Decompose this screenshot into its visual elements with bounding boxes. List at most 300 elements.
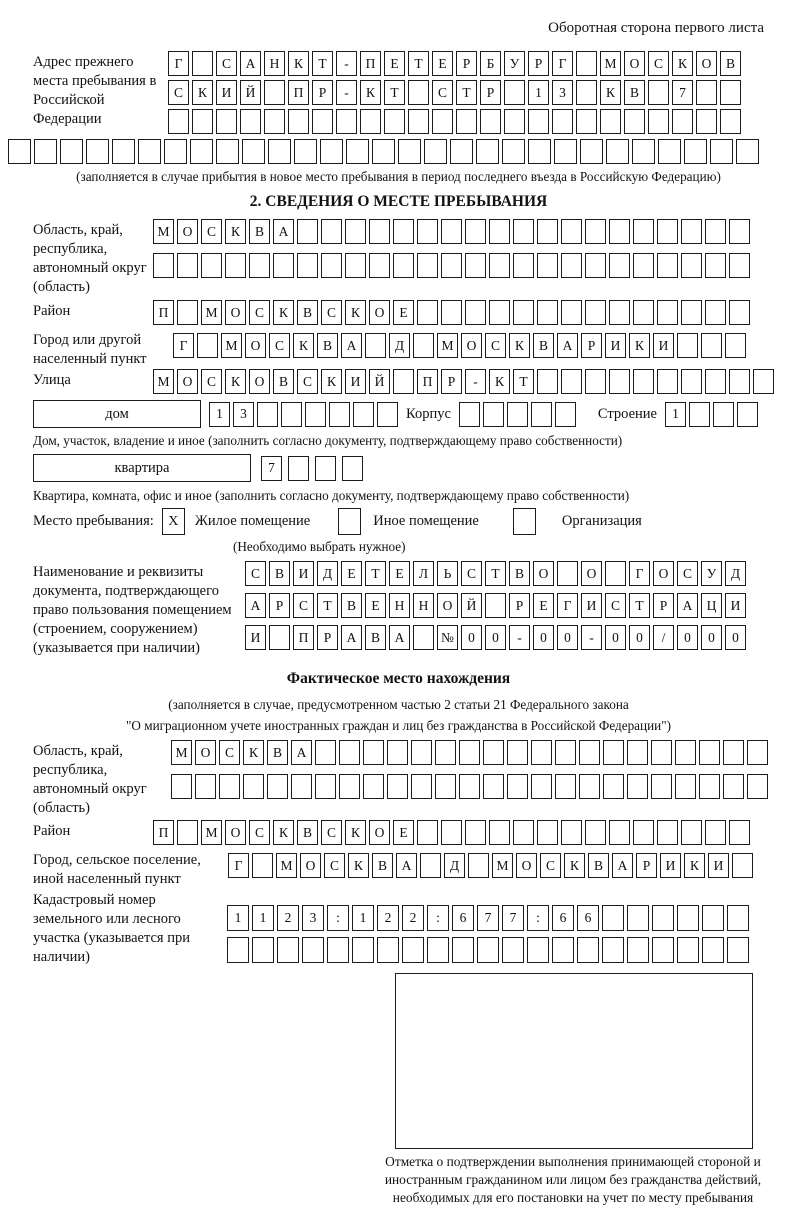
char-cell[interactable] — [320, 139, 343, 164]
char-cell[interactable]: Д — [725, 561, 746, 586]
char-cell[interactable] — [393, 369, 414, 394]
char-cell[interactable] — [552, 937, 574, 963]
char-cell[interactable] — [393, 253, 414, 278]
char-cell[interactable] — [339, 774, 360, 799]
char-cell[interactable]: / — [653, 625, 674, 650]
char-cell[interactable]: Е — [432, 51, 453, 76]
char-cell[interactable]: Е — [389, 561, 410, 586]
char-cell[interactable]: С — [321, 300, 342, 325]
char-cell[interactable]: О — [245, 333, 266, 358]
char-cell[interactable] — [177, 820, 198, 845]
char-cell[interactable] — [504, 80, 525, 105]
char-cell[interactable] — [441, 300, 462, 325]
char-cell[interactable]: И — [245, 625, 266, 650]
char-cell[interactable] — [435, 740, 456, 765]
char-cell[interactable] — [377, 402, 398, 427]
char-cell[interactable] — [677, 937, 699, 963]
char-cell[interactable]: С — [293, 593, 314, 618]
char-cell[interactable] — [609, 219, 630, 244]
char-cell[interactable]: К — [684, 853, 705, 878]
char-cell[interactable]: А — [291, 740, 312, 765]
char-cell[interactable] — [531, 402, 552, 427]
char-cell[interactable]: А — [396, 853, 417, 878]
char-cell[interactable]: М — [276, 853, 297, 878]
char-cell[interactable]: К — [225, 219, 246, 244]
char-cell[interactable]: У — [504, 51, 525, 76]
char-cell[interactable] — [252, 853, 273, 878]
char-cell[interactable]: - — [581, 625, 602, 650]
char-cell[interactable]: О — [225, 820, 246, 845]
char-cell[interactable] — [327, 937, 349, 963]
char-cell[interactable]: 1 — [252, 905, 274, 931]
char-cell[interactable] — [315, 740, 336, 765]
char-cell[interactable] — [465, 219, 486, 244]
char-cell[interactable] — [402, 937, 424, 963]
char-cell[interactable] — [577, 937, 599, 963]
char-cell[interactable]: О — [696, 51, 717, 76]
char-cell[interactable] — [720, 109, 741, 134]
char-cell[interactable]: К — [243, 740, 264, 765]
char-cell[interactable] — [681, 219, 702, 244]
char-cell[interactable]: 7 — [672, 80, 693, 105]
char-cell[interactable] — [609, 253, 630, 278]
char-cell[interactable] — [242, 139, 265, 164]
char-cell[interactable] — [264, 109, 285, 134]
char-cell[interactable]: В — [317, 333, 338, 358]
char-cell[interactable] — [411, 774, 432, 799]
char-cell[interactable] — [753, 369, 774, 394]
char-cell[interactable]: Д — [317, 561, 338, 586]
char-cell[interactable] — [243, 774, 264, 799]
char-cell[interactable]: Н — [264, 51, 285, 76]
char-cell[interactable] — [360, 109, 381, 134]
char-cell[interactable]: С — [321, 820, 342, 845]
char-cell[interactable] — [216, 109, 237, 134]
char-cell[interactable] — [195, 774, 216, 799]
char-cell[interactable] — [377, 937, 399, 963]
char-cell[interactable] — [267, 774, 288, 799]
char-cell[interactable]: О — [225, 300, 246, 325]
char-cell[interactable] — [345, 219, 366, 244]
char-cell[interactable]: А — [273, 219, 294, 244]
char-cell[interactable] — [513, 253, 534, 278]
char-cell[interactable]: Т — [513, 369, 534, 394]
char-cell[interactable] — [585, 820, 606, 845]
char-cell[interactable]: О — [581, 561, 602, 586]
char-cell[interactable]: О — [533, 561, 554, 586]
char-cell[interactable] — [555, 774, 576, 799]
char-cell[interactable]: Е — [393, 820, 414, 845]
char-cell[interactable] — [527, 937, 549, 963]
char-cell[interactable]: 0 — [629, 625, 650, 650]
char-cell[interactable] — [468, 853, 489, 878]
char-cell[interactable] — [602, 905, 624, 931]
char-cell[interactable] — [555, 402, 576, 427]
char-cell[interactable] — [689, 402, 710, 427]
char-cell[interactable]: 6 — [452, 905, 474, 931]
char-cell[interactable] — [477, 937, 499, 963]
char-cell[interactable]: : — [527, 905, 549, 931]
char-cell[interactable]: К — [564, 853, 585, 878]
char-cell[interactable] — [579, 740, 600, 765]
char-cell[interactable]: С — [219, 740, 240, 765]
char-cell[interactable]: В — [365, 625, 386, 650]
char-cell[interactable]: Р — [441, 369, 462, 394]
char-cell[interactable] — [528, 109, 549, 134]
char-cell[interactable] — [465, 253, 486, 278]
char-cell[interactable] — [171, 774, 192, 799]
char-cell[interactable]: 1 — [352, 905, 374, 931]
char-cell[interactable] — [657, 820, 678, 845]
char-cell[interactable] — [648, 80, 669, 105]
char-cell[interactable] — [727, 905, 749, 931]
char-cell[interactable] — [483, 774, 504, 799]
char-cell[interactable]: 0 — [557, 625, 578, 650]
char-cell[interactable]: П — [153, 820, 174, 845]
char-cell[interactable] — [729, 219, 750, 244]
char-cell[interactable] — [281, 402, 302, 427]
char-cell[interactable] — [168, 109, 189, 134]
char-cell[interactable] — [257, 402, 278, 427]
char-cell[interactable]: В — [269, 561, 290, 586]
char-cell[interactable] — [561, 820, 582, 845]
char-cell[interactable] — [513, 219, 534, 244]
char-cell[interactable]: О — [369, 300, 390, 325]
char-cell[interactable]: В — [341, 593, 362, 618]
char-cell[interactable] — [294, 139, 317, 164]
char-cell[interactable]: 7 — [261, 456, 282, 481]
char-cell[interactable]: С — [677, 561, 698, 586]
char-cell[interactable] — [736, 139, 759, 164]
char-cell[interactable] — [363, 774, 384, 799]
char-cell[interactable] — [531, 774, 552, 799]
char-cell[interactable] — [627, 905, 649, 931]
char-cell[interactable]: Р — [653, 593, 674, 618]
char-cell[interactable] — [705, 300, 726, 325]
char-cell[interactable]: К — [600, 80, 621, 105]
char-cell[interactable]: П — [293, 625, 314, 650]
char-cell[interactable] — [502, 139, 525, 164]
char-cell[interactable] — [339, 740, 360, 765]
char-cell[interactable]: 6 — [552, 905, 574, 931]
char-cell[interactable]: Т — [456, 80, 477, 105]
char-cell[interactable] — [705, 369, 726, 394]
char-cell[interactable] — [657, 219, 678, 244]
char-cell[interactable] — [459, 774, 480, 799]
char-cell[interactable]: В — [273, 369, 294, 394]
char-cell[interactable]: Е — [341, 561, 362, 586]
char-cell[interactable] — [417, 219, 438, 244]
char-cell[interactable] — [609, 300, 630, 325]
char-cell[interactable]: К — [293, 333, 314, 358]
char-cell[interactable] — [288, 456, 309, 481]
char-cell[interactable]: Т — [408, 51, 429, 76]
char-cell[interactable] — [336, 109, 357, 134]
char-cell[interactable]: С — [432, 80, 453, 105]
char-cell[interactable]: П — [288, 80, 309, 105]
char-cell[interactable] — [699, 740, 720, 765]
char-cell[interactable] — [408, 80, 429, 105]
char-cell[interactable] — [393, 219, 414, 244]
char-cell[interactable] — [513, 820, 534, 845]
char-cell[interactable]: Е — [365, 593, 386, 618]
char-cell[interactable]: Г — [552, 51, 573, 76]
char-cell[interactable]: № — [437, 625, 458, 650]
char-cell[interactable] — [192, 109, 213, 134]
char-cell[interactable] — [420, 853, 441, 878]
char-cell[interactable]: А — [612, 853, 633, 878]
char-cell[interactable] — [681, 820, 702, 845]
char-cell[interactable] — [346, 139, 369, 164]
char-cell[interactable]: О — [624, 51, 645, 76]
char-cell[interactable] — [177, 300, 198, 325]
char-cell[interactable] — [729, 300, 750, 325]
char-cell[interactable]: Р — [269, 593, 290, 618]
char-cell[interactable] — [603, 774, 624, 799]
char-cell[interactable] — [417, 300, 438, 325]
char-cell[interactable] — [624, 109, 645, 134]
char-cell[interactable]: Т — [629, 593, 650, 618]
char-cell[interactable] — [552, 109, 573, 134]
char-cell[interactable]: Р — [312, 80, 333, 105]
char-cell[interactable] — [465, 300, 486, 325]
char-cell[interactable]: Т — [312, 51, 333, 76]
char-cell[interactable]: Г — [168, 51, 189, 76]
char-cell[interactable] — [585, 369, 606, 394]
char-cell[interactable] — [580, 139, 603, 164]
char-cell[interactable] — [112, 139, 135, 164]
char-cell[interactable] — [34, 139, 57, 164]
char-cell[interactable]: А — [341, 333, 362, 358]
char-cell[interactable]: Г — [228, 853, 249, 878]
char-cell[interactable] — [489, 820, 510, 845]
char-cell[interactable] — [315, 774, 336, 799]
char-cell[interactable] — [321, 219, 342, 244]
char-cell[interactable] — [602, 937, 624, 963]
char-cell[interactable] — [632, 139, 655, 164]
char-cell[interactable]: Б — [480, 51, 501, 76]
char-cell[interactable] — [537, 253, 558, 278]
char-cell[interactable] — [153, 253, 174, 278]
char-cell[interactable] — [713, 402, 734, 427]
char-cell[interactable]: М — [153, 219, 174, 244]
char-cell[interactable]: О — [369, 820, 390, 845]
char-cell[interactable] — [216, 139, 239, 164]
char-cell[interactable] — [675, 774, 696, 799]
char-cell[interactable] — [651, 774, 672, 799]
char-cell[interactable] — [705, 253, 726, 278]
char-cell[interactable] — [219, 774, 240, 799]
char-cell[interactable] — [60, 139, 83, 164]
stay-option-other-checkbox[interactable] — [338, 508, 361, 535]
char-cell[interactable]: К — [489, 369, 510, 394]
char-cell[interactable] — [86, 139, 109, 164]
char-cell[interactable] — [507, 740, 528, 765]
char-cell[interactable] — [413, 333, 434, 358]
char-cell[interactable]: Й — [240, 80, 261, 105]
char-cell[interactable] — [297, 219, 318, 244]
char-cell[interactable]: К — [192, 80, 213, 105]
char-cell[interactable] — [164, 139, 187, 164]
char-cell[interactable]: У — [701, 561, 722, 586]
char-cell[interactable]: К — [273, 300, 294, 325]
char-cell[interactable] — [585, 300, 606, 325]
char-cell[interactable]: Е — [393, 300, 414, 325]
char-cell[interactable] — [372, 139, 395, 164]
char-cell[interactable] — [363, 740, 384, 765]
char-cell[interactable] — [312, 109, 333, 134]
char-cell[interactable]: В — [297, 300, 318, 325]
char-cell[interactable] — [513, 300, 534, 325]
char-cell[interactable] — [197, 333, 218, 358]
char-cell[interactable] — [633, 300, 654, 325]
char-cell[interactable] — [537, 820, 558, 845]
char-cell[interactable] — [264, 80, 285, 105]
char-cell[interactable]: В — [509, 561, 530, 586]
char-cell[interactable] — [345, 253, 366, 278]
char-cell[interactable]: 0 — [725, 625, 746, 650]
char-cell[interactable]: С — [297, 369, 318, 394]
char-cell[interactable] — [459, 740, 480, 765]
char-cell[interactable] — [561, 253, 582, 278]
char-cell[interactable] — [417, 253, 438, 278]
char-cell[interactable] — [268, 139, 291, 164]
char-cell[interactable]: О — [461, 333, 482, 358]
char-cell[interactable] — [192, 51, 213, 76]
char-cell[interactable]: С — [201, 219, 222, 244]
char-cell[interactable]: О — [516, 853, 537, 878]
char-cell[interactable] — [627, 774, 648, 799]
char-cell[interactable]: В — [297, 820, 318, 845]
char-cell[interactable] — [305, 402, 326, 427]
char-cell[interactable] — [702, 937, 724, 963]
char-cell[interactable] — [627, 937, 649, 963]
char-cell[interactable]: И — [345, 369, 366, 394]
char-cell[interactable]: 2 — [377, 905, 399, 931]
char-cell[interactable] — [252, 937, 274, 963]
stay-option-organization-checkbox[interactable] — [513, 508, 536, 535]
char-cell[interactable]: Е — [384, 51, 405, 76]
char-cell[interactable]: П — [417, 369, 438, 394]
char-cell[interactable] — [315, 456, 336, 481]
char-cell[interactable]: Р — [636, 853, 657, 878]
char-cell[interactable]: И — [653, 333, 674, 358]
char-cell[interactable]: В — [588, 853, 609, 878]
char-cell[interactable]: В — [249, 219, 270, 244]
char-cell[interactable] — [657, 300, 678, 325]
char-cell[interactable] — [489, 253, 510, 278]
char-cell[interactable] — [249, 253, 270, 278]
char-cell[interactable]: О — [653, 561, 674, 586]
char-cell[interactable] — [561, 369, 582, 394]
char-cell[interactable] — [579, 774, 600, 799]
char-cell[interactable] — [747, 740, 768, 765]
char-cell[interactable]: М — [201, 820, 222, 845]
char-cell[interactable]: Т — [365, 561, 386, 586]
char-cell[interactable]: А — [677, 593, 698, 618]
char-cell[interactable] — [576, 80, 597, 105]
char-cell[interactable] — [456, 109, 477, 134]
char-cell[interactable] — [417, 820, 438, 845]
char-cell[interactable]: 3 — [233, 402, 254, 427]
char-cell[interactable]: Е — [533, 593, 554, 618]
char-cell[interactable] — [225, 253, 246, 278]
char-cell[interactable]: О — [437, 593, 458, 618]
char-cell[interactable]: К — [273, 820, 294, 845]
char-cell[interactable] — [365, 333, 386, 358]
char-cell[interactable]: - — [465, 369, 486, 394]
char-cell[interactable] — [652, 905, 674, 931]
char-cell[interactable] — [353, 402, 374, 427]
char-cell[interactable] — [576, 109, 597, 134]
char-cell[interactable]: Й — [461, 593, 482, 618]
char-cell[interactable] — [537, 300, 558, 325]
char-cell[interactable] — [387, 740, 408, 765]
char-cell[interactable] — [557, 561, 578, 586]
char-cell[interactable] — [737, 402, 758, 427]
char-cell[interactable] — [651, 740, 672, 765]
char-cell[interactable]: А — [389, 625, 410, 650]
char-cell[interactable]: К — [509, 333, 530, 358]
char-cell[interactable] — [652, 937, 674, 963]
char-cell[interactable]: И — [708, 853, 729, 878]
char-cell[interactable] — [427, 937, 449, 963]
char-cell[interactable] — [424, 139, 447, 164]
char-cell[interactable]: В — [533, 333, 554, 358]
char-cell[interactable] — [729, 369, 750, 394]
char-cell[interactable] — [452, 937, 474, 963]
char-cell[interactable]: С — [269, 333, 290, 358]
char-cell[interactable] — [432, 109, 453, 134]
char-cell[interactable] — [603, 740, 624, 765]
char-cell[interactable] — [485, 593, 506, 618]
char-cell[interactable]: Ц — [701, 593, 722, 618]
char-cell[interactable]: Д — [389, 333, 410, 358]
char-cell[interactable] — [435, 774, 456, 799]
char-cell[interactable] — [273, 253, 294, 278]
char-cell[interactable] — [554, 139, 577, 164]
char-cell[interactable] — [696, 80, 717, 105]
char-cell[interactable] — [384, 109, 405, 134]
char-cell[interactable]: К — [348, 853, 369, 878]
char-cell[interactable]: С — [249, 300, 270, 325]
char-cell[interactable] — [561, 219, 582, 244]
char-cell[interactable]: К — [225, 369, 246, 394]
char-cell[interactable]: С — [249, 820, 270, 845]
char-cell[interactable]: И — [581, 593, 602, 618]
char-cell[interactable]: О — [249, 369, 270, 394]
char-cell[interactable] — [672, 109, 693, 134]
char-cell[interactable] — [387, 774, 408, 799]
char-cell[interactable]: К — [345, 820, 366, 845]
char-cell[interactable] — [696, 109, 717, 134]
char-cell[interactable] — [441, 219, 462, 244]
char-cell[interactable]: С — [461, 561, 482, 586]
char-cell[interactable]: Г — [557, 593, 578, 618]
char-cell[interactable]: К — [288, 51, 309, 76]
char-cell[interactable] — [483, 740, 504, 765]
char-cell[interactable]: 1 — [528, 80, 549, 105]
char-cell[interactable]: Р — [581, 333, 602, 358]
char-cell[interactable]: В — [720, 51, 741, 76]
char-cell[interactable] — [576, 51, 597, 76]
char-cell[interactable] — [648, 109, 669, 134]
char-cell[interactable] — [277, 937, 299, 963]
char-cell[interactable]: Т — [384, 80, 405, 105]
char-cell[interactable]: К — [672, 51, 693, 76]
char-cell[interactable]: Ь — [437, 561, 458, 586]
char-cell[interactable]: О — [195, 740, 216, 765]
